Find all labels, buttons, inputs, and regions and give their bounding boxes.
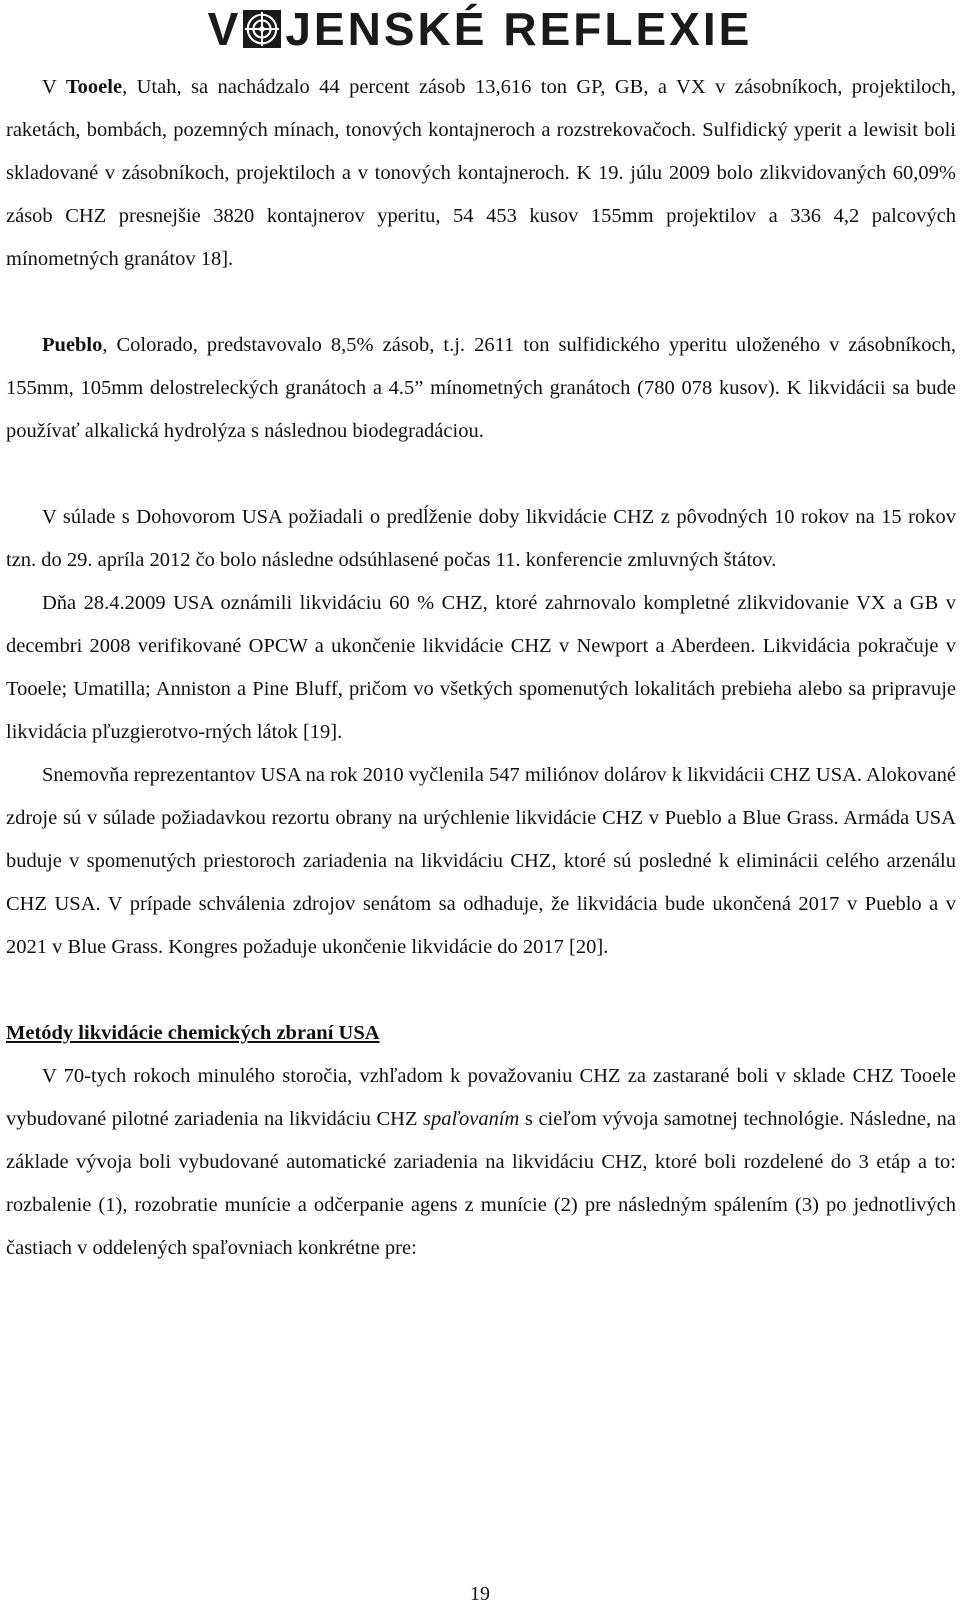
header-brand-second: REFLEXIE bbox=[503, 3, 753, 55]
paragraph-tooele: V Tooele, Utah, sa nachádzalo 44 percent zásob 13,616 ton GP, GB, a VX v zásobníkoch, projektiloch, raketách, bombách, pozemných mínach, tonových kontajneroch a rozstrekovačoch. Sulfidický yperit a lewisit boli skladované v zásobníkoch, projektiloch a v tonových kontajneroch. K 19. júlu 2009 bolo zlikvidovaných 60,09% zásob CHZ presnejšie 3820 kontajnerov yperitu, 54 453 kusov 155mm projektilov a 336 4,2 palcových mínometných granátov 18]. bbox=[6, 76, 956, 270]
paragraph-methods: V 70-tych rokoch minulého storočia, vzhľadom k považovaniu CHZ za zastarané boli v sklade CHZ Tooele vybudované pilotné zariadenia na likvidáciu CHZ spaľovaním s cieľom vývoja samotnej technológie. Následne, na základe vývoja boli vybudované automatické zariadenia na likvidáciu CHZ, ktoré boli rozdelené do 3 etáp a to: rozbalenie (1), rozobratie munície a odčerpanie agens z munície (2) pre následným spálením (3) po jednotlivých častiach v oddelených spaľovniach konkrétne pre: bbox=[6, 1065, 956, 1259]
header-brand-v: V bbox=[207, 3, 242, 55]
paragraph-extension: V súlade s Dohovorom USA požiadali o predĺženie doby likvidácie CHZ z pôvodných 10 rokov na 15 rokov tzn. do 29. apríla 2012 čo bolo následne odsúhlasené počas 11. konferencie zmluvných štátov. bbox=[6, 506, 956, 571]
incineration-italic: spaľovaním bbox=[423, 1108, 520, 1130]
journal-header bbox=[0, 4, 960, 54]
paragraph-pueblo: Pueblo, Colorado, predstavovalo 8,5% zásob, t.j. 2611 ton sulfidického yperitu uloženého v zásobníkoch, 155mm, 105mm delostreleckých granátoch a 4.5” mínometných granátoch (780 078 kusov). K likvidácii sa bude používať alkalická hydrolýza s následnou biodegradáciou. bbox=[6, 334, 956, 442]
page-number: 19 bbox=[470, 1583, 490, 1605]
paragraph-progress: Dňa 28.4.2009 USA oznámili likvidáciu 60 % CHZ, ktoré zahrnovalo kompletné zlikvidovanie VX a GB v decembri 2008 verifikované OPCW a ukončenie likvidácie CHZ v Newport a Aberdeen. Likvidácia pokračuje v Tooele; Umatilla; Anniston a Pine Bluff, pričom vo všetkých spomenutých lokalitách prebieha alebo sa pripravuje likvidácia pľuzgierotvo-rných látok [19]. bbox=[6, 592, 956, 743]
header-brand-rest: JENSKÉ bbox=[285, 3, 488, 55]
section-heading: Metódy likvidácie chemických zbraní USA bbox=[6, 1022, 380, 1044]
page-content bbox=[6, 66, 956, 1270]
crosshair-target-icon bbox=[243, 10, 281, 48]
pueblo-bold: Pueblo bbox=[42, 334, 103, 356]
paragraph-funding: Snemovňa reprezentantov USA na rok 2010 vyčlenila 547 miliónov dolárov k likvidácii CHZ USA. Alokované zdroje sú v súlade požiadavkou rezortu obrany na urýchlenie likvidácie CHZ v Pueblo a Blue Grass. Armáda USA buduje v spomenutých priestoroch zariadenia na likvidáciu CHZ, ktoré sú posledné k eliminácii celého arzenálu CHZ USA. V prípade schválenia zdrojov senátom sa odhaduje, že likvidácia bude ukončená 2017 v Pueblo a v 2021 v Blue Grass. Kongres požaduje ukončenie likvidácie do 2017 [20]. bbox=[6, 764, 956, 958]
tooele-bold: Tooele bbox=[65, 76, 123, 98]
